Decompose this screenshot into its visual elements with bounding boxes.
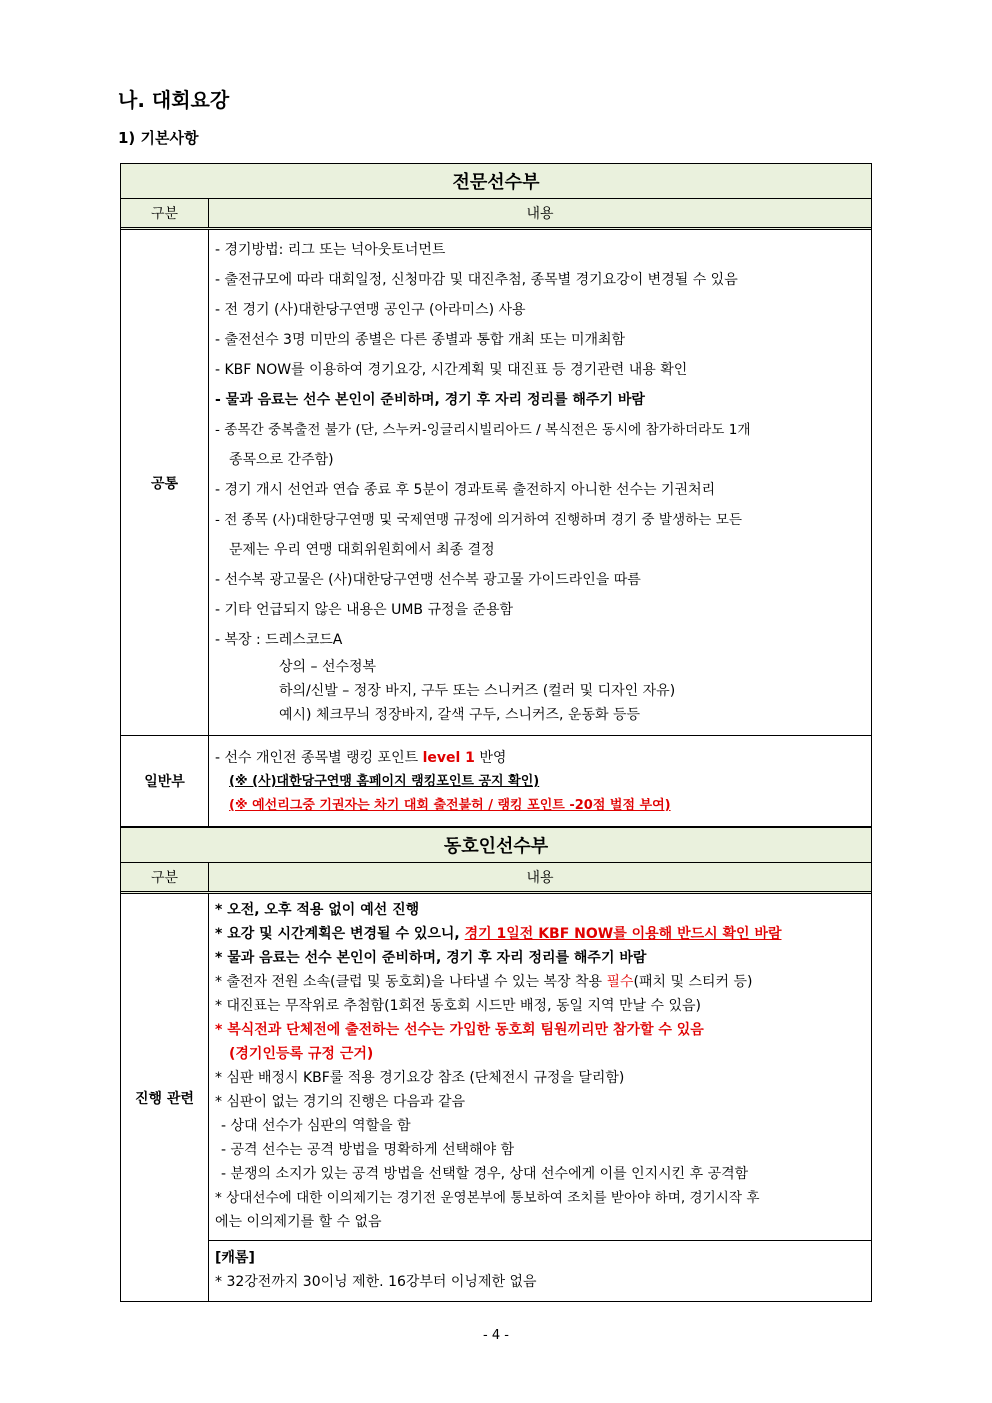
common-line: - 전 경기 (사)대한당구연맹 공인구 (아라미스) 사용	[215, 302, 526, 318]
pro-division-title: 전문선수부	[121, 164, 871, 199]
dress-line: 예시) 체크무늬 정장바지, 갈색 구두, 스니커즈, 운동화 등등	[279, 707, 641, 723]
general-level: level 1	[422, 750, 475, 766]
amateur-line: * 상대선수에 대한 이의제기는 경기전 운영본부에 통보하여 조치를 받아야 하며, 경기시작 후	[215, 1190, 760, 1206]
amateur-proceed-label: 진행 관련	[121, 894, 209, 1301]
common-line: - 복장 : 드레스코드A	[215, 632, 343, 648]
section-heading: 나. 대회요강	[118, 88, 230, 112]
pro-header-row	[121, 199, 871, 230]
amateur-line: 에는 이의제기를 할 수 없음	[215, 1214, 382, 1230]
pro-col-category: 구분	[121, 199, 209, 227]
amateur-line: * 복식전과 단체전에 출전하는 선수는 가입한 동호회 팀원끼리만 참가할 수 있음	[215, 1022, 704, 1038]
common-line: - 출전선수 3명 미만의 종별은 다른 종별과 통합 개최 또는 미개최함	[215, 332, 626, 348]
amateur-line: * 물과 음료는 선수 본인이 준비하며, 경기 후 자리 정리를 해주기 바람	[215, 950, 647, 966]
common-line: - 물과 음료는 선수 본인이 준비하며, 경기 후 자리 정리를 해주기 바람	[215, 392, 645, 408]
amateur-col-category: 구분	[121, 863, 209, 891]
sub-heading: 1) 기본사항	[118, 129, 199, 147]
common-line: - 기타 언급되지 않은 내용은 UMB 규정을 준용함	[215, 602, 514, 618]
amateur-l2b: 경기 1일전 KBF NOW를 이용해 반드시 확인 바람	[464, 926, 782, 942]
common-line: 문제는 우리 연맹 대회위원회에서 최종 결정	[229, 542, 495, 558]
dress-line: 상의 – 선수정복	[279, 659, 377, 675]
pro-general-row	[121, 736, 871, 827]
common-line: - 경기 개시 선언과 연습 종료 후 5분이 경과토록 출전하지 아니한 선수는 기권처리	[215, 482, 716, 498]
amateur-proceed-row	[121, 894, 871, 1301]
carom-line: * 32강전까지 30이닝 제한. 16강부터 이닝제한 없음	[215, 1274, 537, 1290]
pro-general-content	[209, 736, 871, 826]
common-line: - 종목간 중복출전 불가 (단, 스누커-잉글리시빌리아드 / 복식전은 동시에 참가하더라도 1개	[215, 422, 751, 438]
general-ranking-line	[215, 746, 865, 770]
common-line: - KBF NOW를 이용하여 경기요강, 시간계획 및 대진표 등 경기관련 내용 확인	[215, 362, 688, 378]
carom-title: [캐롬]	[215, 1250, 255, 1266]
common-line: - 선수복 광고물은 (사)대한당구연맹 선수복 광고물 가이드라인을 따름	[215, 572, 641, 588]
pro-common-row	[121, 230, 871, 736]
pro-common-label: 공통	[121, 230, 209, 735]
amateur-l4a: * 출전자 전원 소속(클럽 및 동호회)을 나타낼 수 있는 복장 착용	[215, 974, 607, 990]
dress-line: 하의/신발 – 정장 바지, 구두 또는 스니커즈 (컬러 및 디자인 자유)	[279, 683, 676, 699]
rules-table	[120, 163, 872, 1302]
common-line: - 출전규모에 따라 대회일정, 신청마감 및 대진추첨, 종목별 경기요강이 변경될 수 있음	[215, 272, 738, 288]
amateur-proceed-content	[209, 894, 871, 1241]
general-text-b: 반영	[474, 750, 507, 766]
amateur-line: * 심판 배정시 KBF룰 적용 경기요강 참조 (단체전시 규정을 달리함)	[215, 1070, 625, 1086]
common-line: - 경기방법: 리그 또는 넉아웃토너먼트	[215, 242, 446, 258]
amateur-line: * 대진표는 무작위로 추첨함(1회전 동호회 시드만 배정, 동일 지역 만날 수 있음)	[215, 998, 701, 1014]
page-number: - 4 -	[483, 1328, 509, 1343]
pro-general-label: 일반부	[121, 736, 209, 826]
general-note-2: (※ 예선리그중 기권자는 차기 대회 출전불허 / 랭킹 포인트 -20점 벌점 부여)	[229, 798, 671, 813]
amateur-line	[215, 970, 865, 994]
amateur-col-content: 내용	[526, 870, 554, 886]
amateur-line: (경기인등록 규정 근거)	[229, 1046, 374, 1062]
amateur-l4c: (패치 및 스티커 등)	[633, 974, 753, 990]
general-text-a: - 선수 개인전 종목별 랭킹 포인트	[215, 750, 423, 766]
amateur-line: - 공격 선수는 공격 방법을 명확하게 선택해야 함	[221, 1142, 515, 1158]
amateur-division-title: 동호인선수부	[121, 827, 871, 863]
pro-common-content	[209, 230, 871, 735]
amateur-line: - 분쟁의 소지가 있는 공격 방법을 선택할 경우, 상대 선수에게 이를 인지시킨 후 공격함	[221, 1166, 749, 1182]
amateur-line: * 심판이 없는 경기의 진행은 다음과 같음	[215, 1094, 466, 1110]
amateur-l4b: 필수	[606, 974, 634, 990]
amateur-line: * 오전, 오후 적용 없이 예선 진행	[215, 902, 420, 918]
amateur-line: - 상대 선수가 심판의 역할을 함	[221, 1118, 411, 1134]
amateur-header-row	[121, 863, 871, 894]
amateur-line	[215, 922, 865, 946]
common-line: - 전 종목 (사)대한당구연맹 및 국제연맹 규정에 의거하여 진행하며 경기 중 발생하는 모든	[215, 512, 742, 528]
carom-content	[209, 1241, 871, 1301]
pro-col-content: 내용	[526, 206, 554, 222]
common-line: 종목으로 간주함)	[229, 452, 334, 468]
general-note-1: (※ (사)대한당구연맹 홈페이지 랭킹포인트 공지 확인)	[229, 774, 540, 789]
amateur-l2a: * 요강 및 시간계획은 변경될 수 있으니,	[215, 926, 465, 942]
